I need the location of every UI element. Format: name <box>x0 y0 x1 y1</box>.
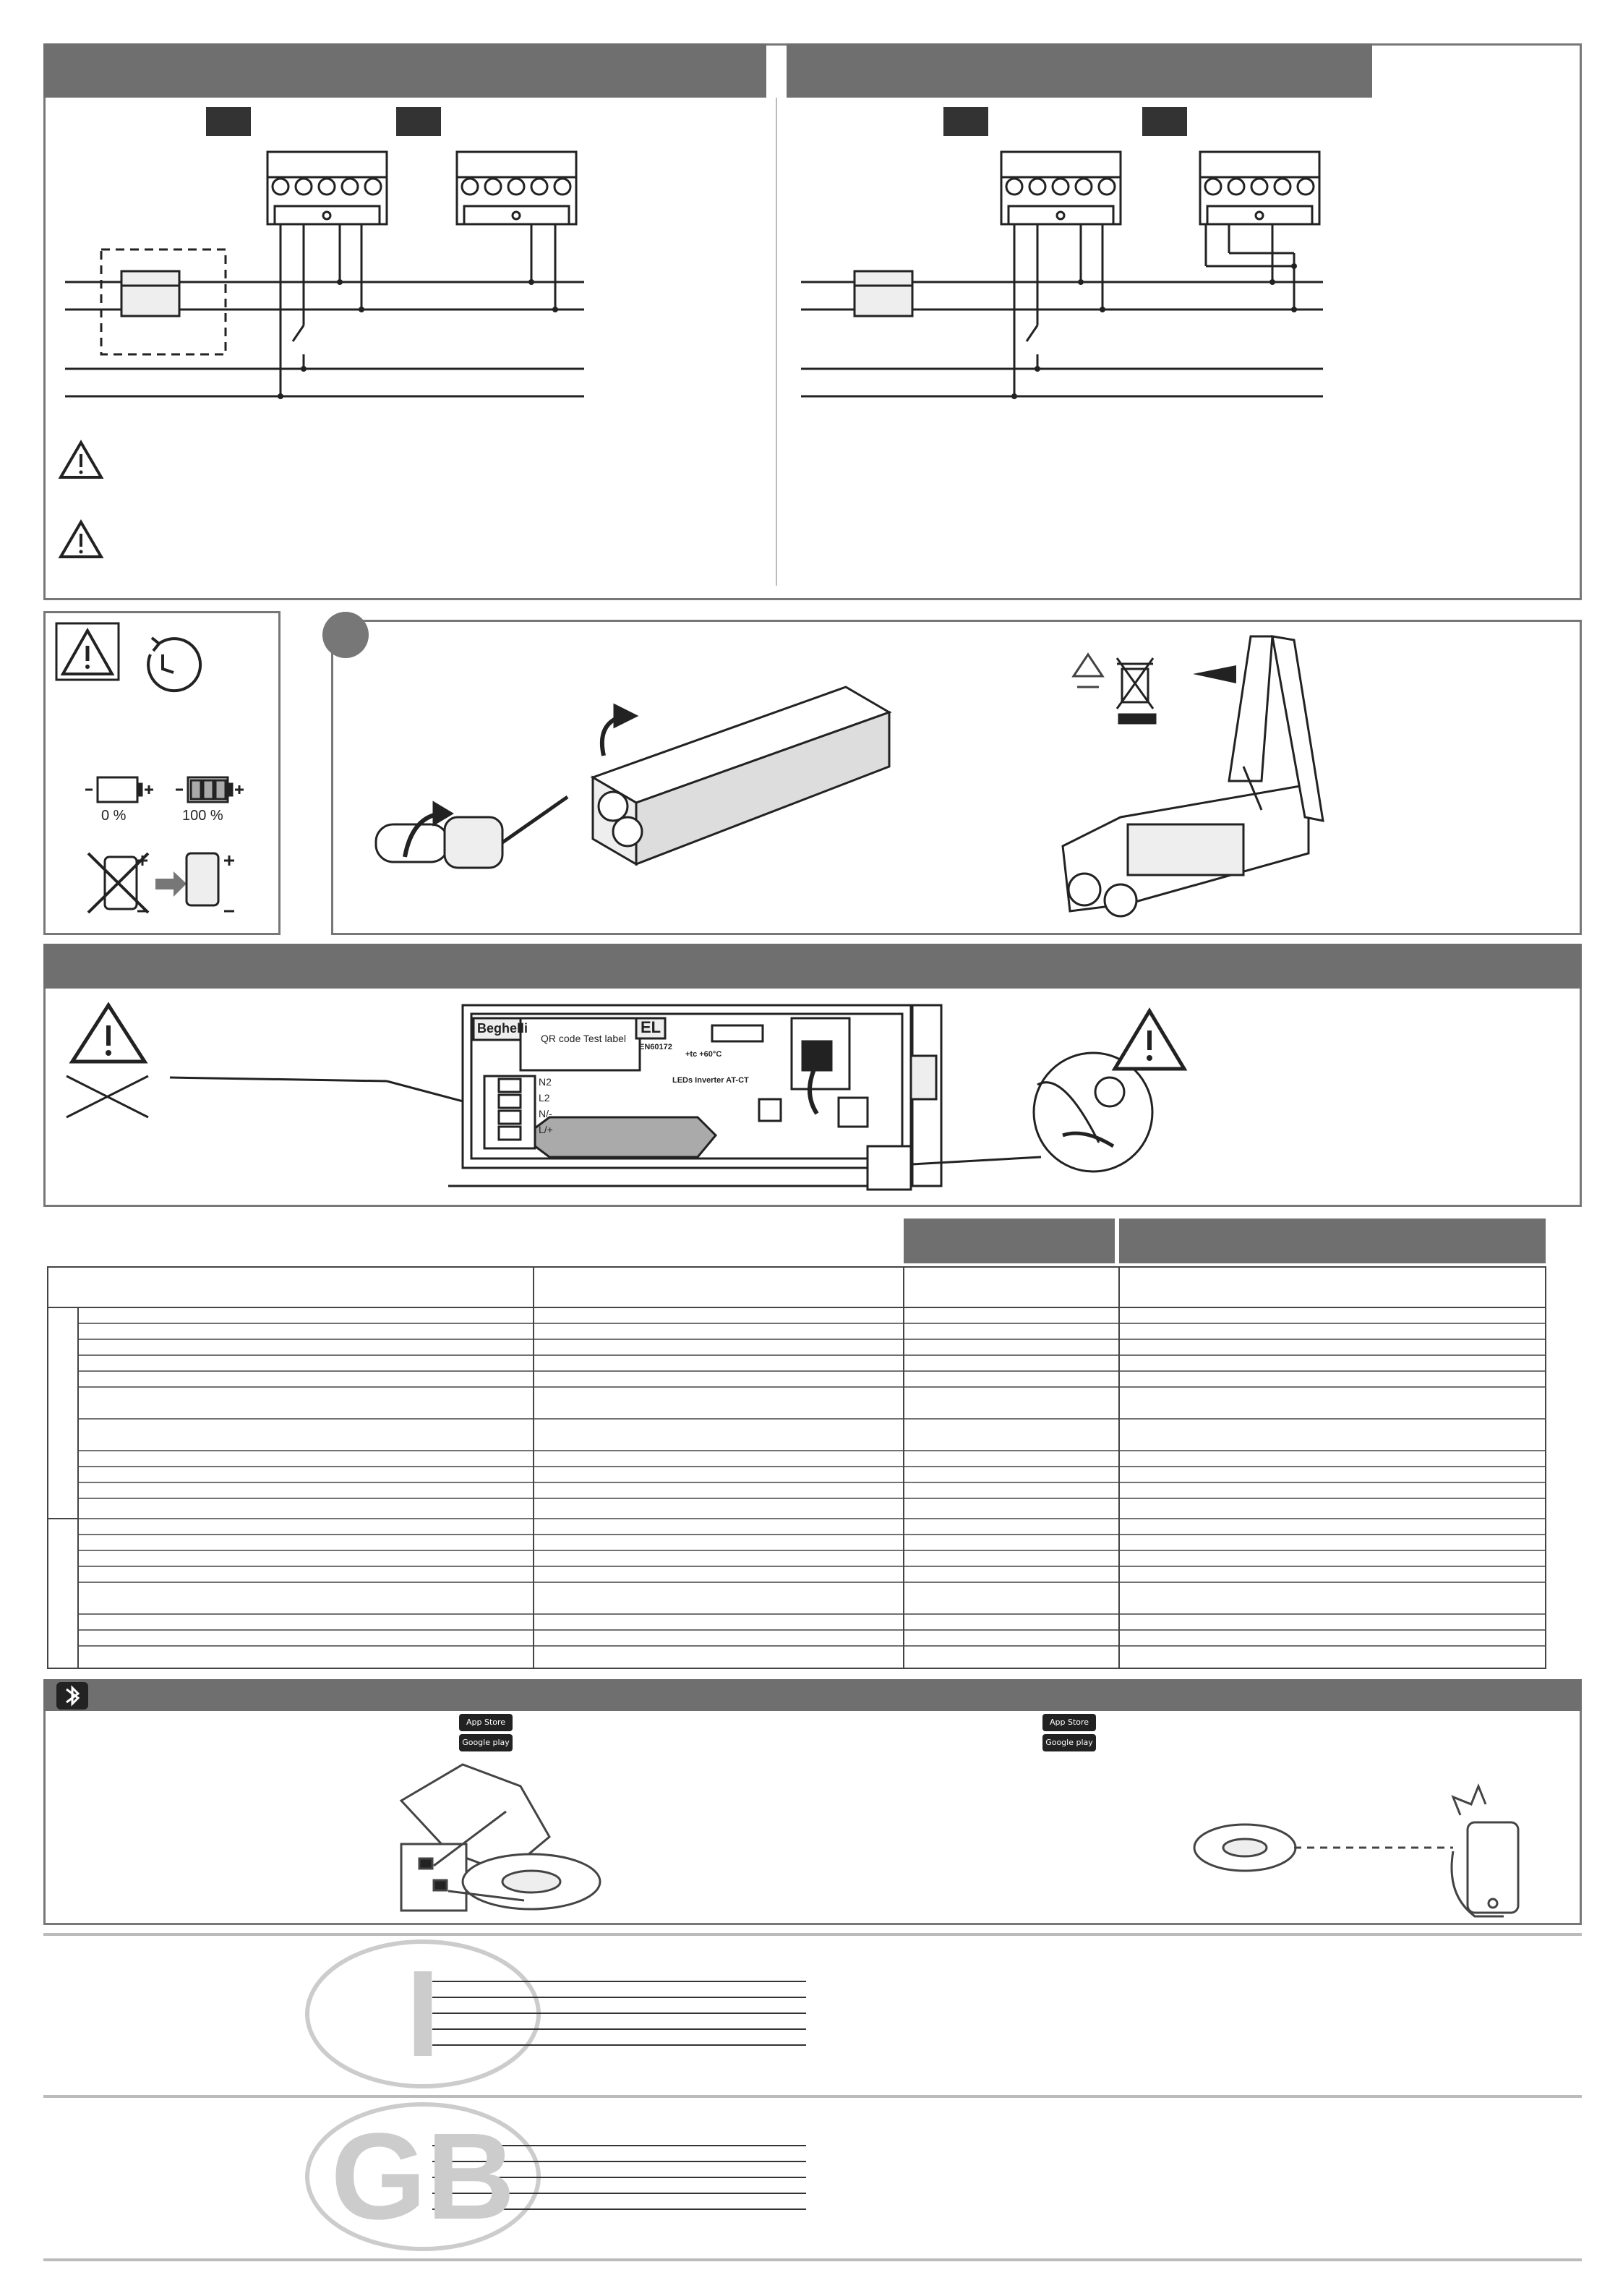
app-store-badge[interactable]: App Store <box>1042 1714 1096 1731</box>
battery-full-label: 100 % <box>182 808 223 824</box>
terminal-label: N2 <box>539 1076 552 1088</box>
temp-label: +tc +60°C <box>685 1050 722 1059</box>
product-label: LEDs Inverter AT-CT <box>672 1076 749 1085</box>
brand-label: Beghelli <box>477 1021 528 1036</box>
terminal-label: L2 <box>539 1092 550 1104</box>
el-mark: EL <box>641 1018 661 1036</box>
google-play-badge[interactable]: Google play <box>1042 1734 1096 1751</box>
app-store-badge[interactable]: App Store <box>459 1714 513 1731</box>
battery-empty-label: 0 % <box>101 808 127 824</box>
lang-letter-i: I <box>406 1945 440 2083</box>
qr-test-label: QR code Test label <box>541 1033 627 1044</box>
standard-label: EN60172 <box>639 1043 672 1051</box>
terminal-label: N/- <box>539 1108 552 1119</box>
google-play-badge[interactable]: Google play <box>459 1734 513 1751</box>
terminal-label: L/+ <box>539 1124 553 1135</box>
lang-letter-gb: GB <box>330 2108 515 2245</box>
